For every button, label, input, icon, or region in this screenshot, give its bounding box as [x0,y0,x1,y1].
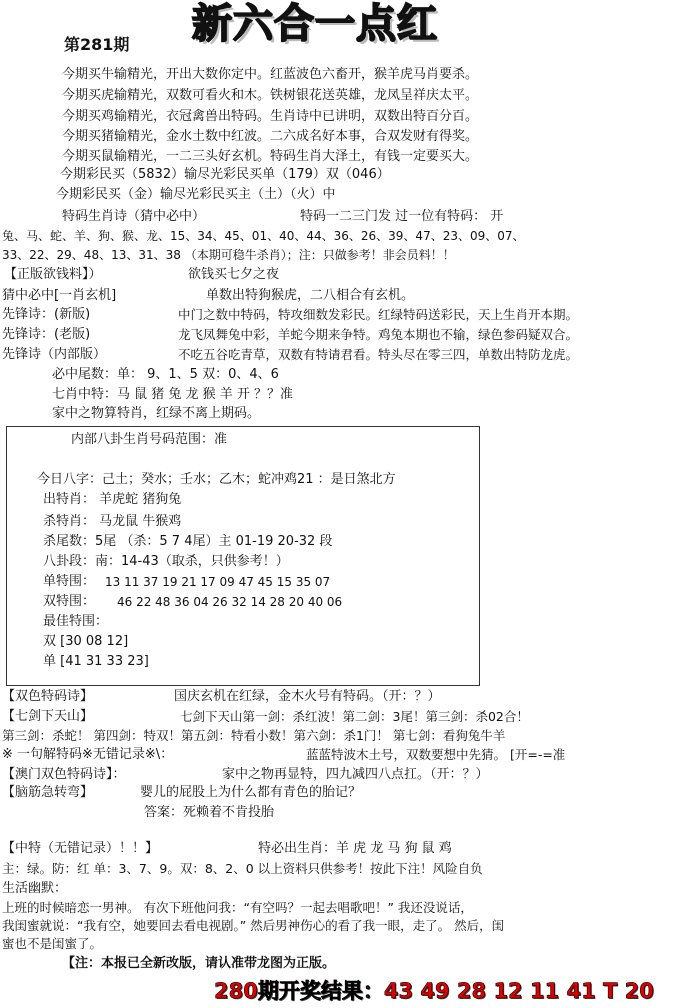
aomen-label: 【澳门双色特码诗】： [2,767,126,782]
qixiao-line: 七肖中特：马 鼠 猪 兔 龙 猴 羊 开 ？？准 [52,387,294,402]
number-line-2: 33、22、29、48、13、31、38 （本期可稳牛杀肖）；注：只做参考！非会员料！！ [2,248,455,262]
page-title: 新六合一点红 [192,0,438,47]
xuanji-label: 猜中必中[一肖玄机] [2,288,117,303]
box-chu-te: 出特肖： 羊虎蛇 猪狗兔 [43,492,182,507]
aomen-text: 家中之物再显特，四九减四八点扛。（开：？） [222,767,489,782]
intro-line-3: 今期买鸡输精光，衣冠禽兽出特码。生肖诗中已讲明，双数出特百分百。 [62,109,479,124]
xianfeng-old-text: 龙飞凤舞兔中彩，羊蛇今期来争特。鸡兔本期也不输，绿色参码疑双合。 [178,327,579,342]
zhengban-text: 欲钱买七夕之夜 [188,267,280,282]
xianfeng-new-label: 先锋诗：(新版) [2,307,91,322]
intro-line-4: 今期买猪输精光，金水土数中红波。二六成名好本事，合双发财有得奖。 [62,129,479,144]
edition-note: 【注：本报已全新改版，请认准带龙图为正版。 [62,956,336,971]
box-dante-label: 单特围： [43,574,96,589]
zhongte-label: 【中特（无错记录）！！】 [2,841,159,856]
xianfeng-inner-label: 先锋诗（内部版） [2,347,107,362]
intro-line-5: 今期买鼠输精光，一二三头好玄机。特码生肖大泽土，有钱一定要买大。 [62,149,479,164]
weishu-line: 必中尾数：单： 9、1、5 双：0、4、6 [52,367,279,382]
xuanji-text: 单数出特狗猴虎，二八相合有玄机。 [206,288,415,303]
intro-line-2: 今期买虎输精光，双数可看火和木。铁树银花送英雄，龙凤呈祥庆太平。 [62,88,479,103]
qijian-label: 【七剑下天山】 [2,709,94,724]
xianfeng-old-label: 先锋诗：(老版) [2,327,91,342]
zodiac-header-left: 特码生肖诗（猜中必中） [62,209,206,224]
box-shuang-best: 双 [30 08 12] [43,634,129,649]
box-bazi: 今日八字：己土；癸水；壬水；乙木；蛇冲鸡21 ：是日煞北方 [37,472,396,487]
naojin-label: 【脑筋急转弯】 [2,785,94,800]
xianfeng-inner-text: 不吃五谷吃青草，双数有特请君看。特头尽在零三四，单数出特防龙虎。 [178,347,579,362]
naojin-answer: 答案：死赖着不肯投胎 [144,805,275,820]
qijian-text: 七剑下天山第一剑：杀红波！第二剑：3尾！第三剑：杀02合！ [180,709,529,724]
caimin-line-2: 今期彩民买（金）输尽光彩民买主（土）（火）中 [56,187,336,202]
box-dan-best: 单 [41 31 33 23] [43,654,149,669]
caimin-line-1: 今期彩民买（5832）输尽光彩民买单（179）双（046） [60,167,390,182]
previous-result: 280期开奖结果：43 49 28 12 11 41 T 20 [214,979,654,1003]
box-bagua: 八卦段：南：14-43（取杀，只供参考！） [43,554,289,569]
intro-line-1: 今期买牛输精光，开出大数你定中。红蓝波色六畜开，猴羊虎马肖要杀。 [62,67,479,82]
box-dante-nums: 13 11 37 19 21 17 09 47 45 15 35 07 [105,575,331,589]
zhu-fang-line: 主：绿。防：红 单：3、7、9。双：8、2、0 以上资料只供参考！按此下注！风险自负 [2,861,483,876]
yiju-label: ※ 一句解特码※无错记录※\： [2,747,174,762]
jiazhong-line: 家中之物算特肖，红绿不离上期码。 [52,406,261,421]
box-heading: 内部八卦生肖号码范围：准 [71,432,228,447]
xianfeng-new-text: 中门之数中特码，特攻细数发彩民。红绿特码送彩民，天上生肖开本期。 [178,307,579,322]
humor-label: 生活幽默： [2,881,68,896]
humor-line-2: 我闺蜜就说：“我有空，她要回去看电视剧。” 然后男神伤心的看了我一眼，走了。 然后，闺 [2,918,505,933]
naojin-text: 婴儿的屁股上为什么都有青色的胎记？ [140,785,362,800]
box-sha-te: 杀特肖： 马龙鼠 牛猴鸡 [43,514,182,529]
humor-line-3: 蜜也不是闺蜜了。 [2,936,103,951]
humor-line-1: 上班的时候暗恋一男神。 有次下班他问我：“有空吗？一起去唱歌吧！” 我还没说话， [2,900,473,915]
box-best-label: 最佳特围： [43,614,109,629]
shuangse-label: 【双色特码诗】 [2,689,94,704]
box-sha-wei: 杀尾数：5尾 （杀：5 7 4尾）主 01-19 20-32 段 [43,534,333,549]
shuangse-text: 国庆玄机在红绿，金木火号有特码。（开：？） [174,689,441,704]
zhengban-label: 【正版欲钱料】） [4,267,102,282]
qijian-line-2: 第三剑：杀蛇！ 第四剑：特双！第五剑：特看小数！第六剑：杀1门！ 第七剑：看狗兔牛羊 [2,728,506,743]
zodiac-header-right: 特码一二三门发 过一位有特码： 开 [300,209,504,224]
zhongte-text: 特必出生肖：羊 虎 龙 马 狗 鼠 鸡 [258,841,452,856]
yiju-text: 蓝蓝特波木土号，双数要想中先猜。 [开=-=准 [306,747,566,762]
number-line-1: 兔、马、蛇、羊、狗、猴、龙、15、34、45、01、40、44、36、26、39、47、23、09、07、 [2,229,525,243]
box-shuangte-nums: 46 22 48 36 04 26 32 14 28 20 40 06 [117,595,343,609]
bagua-box [6,426,480,686]
box-shuangte-label: 双特围： [43,594,96,609]
issue-number: 第281期 [64,35,130,54]
